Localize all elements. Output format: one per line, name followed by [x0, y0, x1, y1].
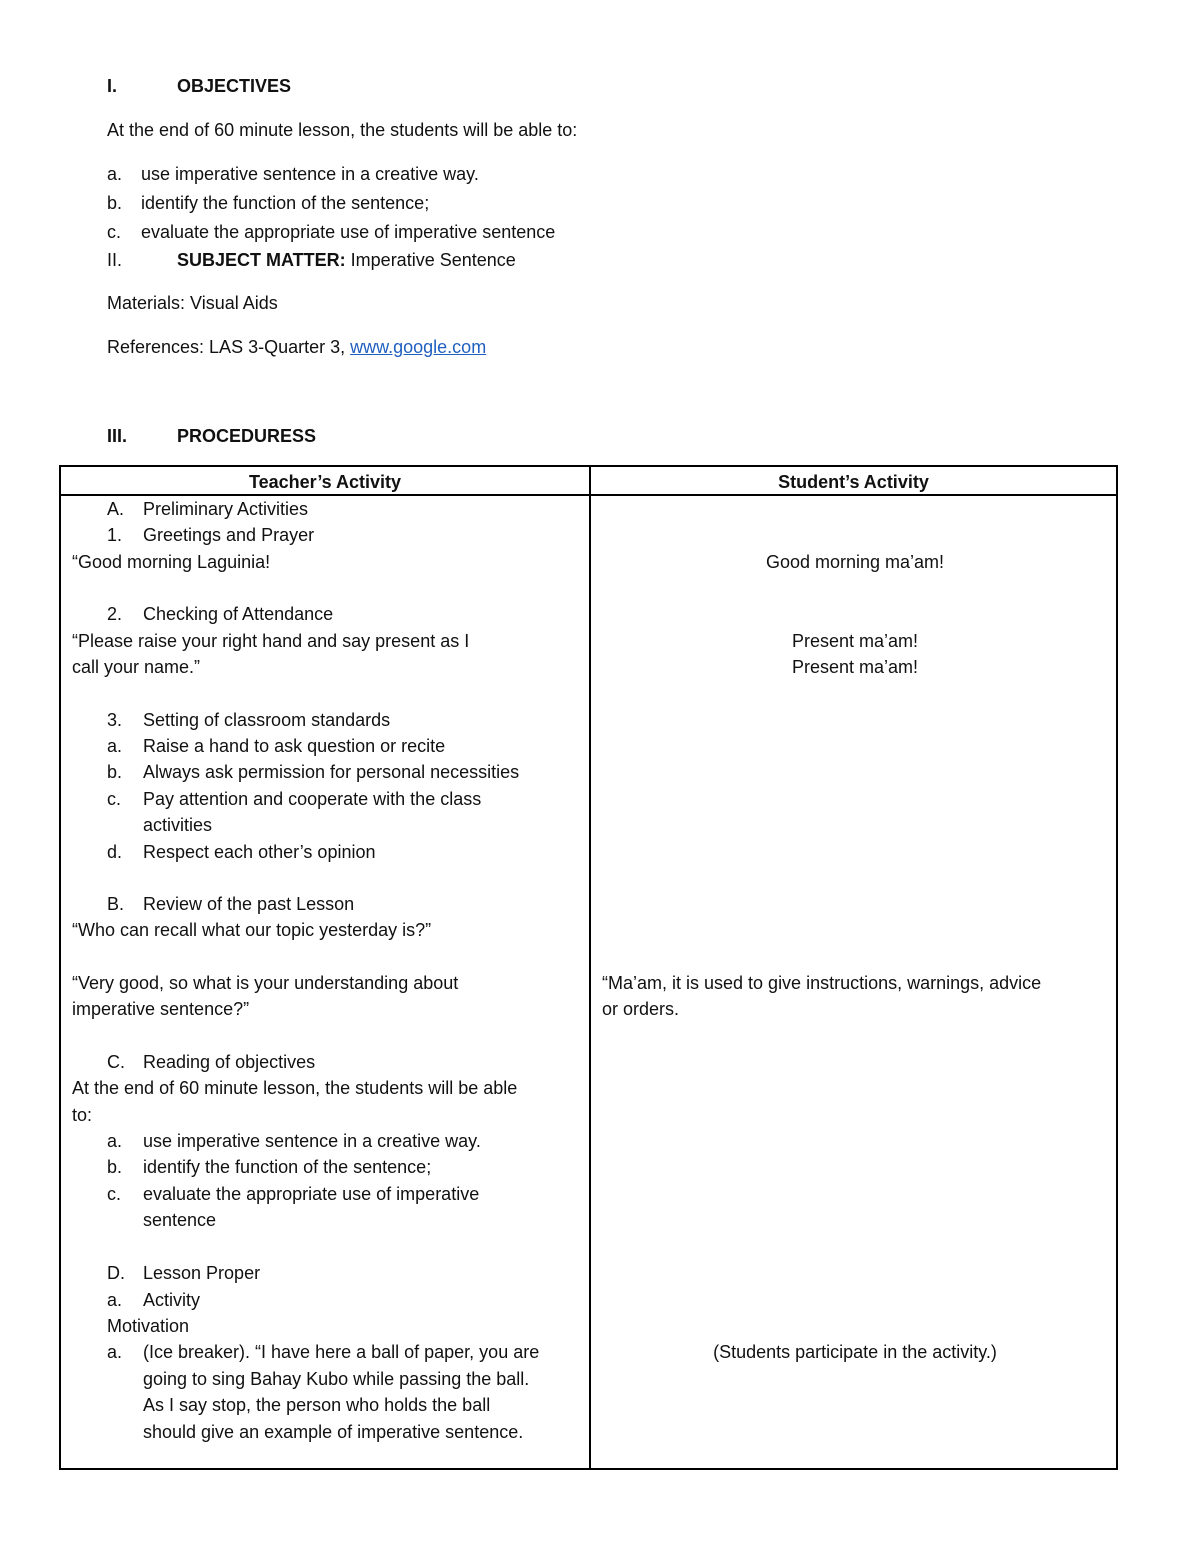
- student-participation: (Students participate in the activity.): [713, 1342, 997, 1362]
- objective-item: identify the function of the sentence;: [141, 193, 430, 213]
- subject-matter-value: Imperative Sentence: [345, 250, 516, 270]
- subheading-reading-objectives: Reading of objectives: [143, 1052, 316, 1072]
- list-marker: 2.: [107, 604, 123, 624]
- objective-item: use imperative sentence in a creative way.: [141, 164, 479, 184]
- list-marker: b.: [107, 1157, 123, 1177]
- standard-item: Always ask permission for personal necessities: [143, 762, 520, 782]
- subheading-standards: Setting of classroom standards: [143, 710, 391, 730]
- icebreaker-line: should give an example of imperative sentence.: [143, 1422, 524, 1442]
- subheading-activity: Activity: [143, 1290, 201, 1310]
- section-heading-procedures: PROCEDURESS: [177, 426, 317, 446]
- section-heading-objectives: OBJECTIVES: [177, 76, 292, 96]
- list-marker: D.: [107, 1263, 125, 1283]
- subheading-lesson-proper: Lesson Proper: [143, 1263, 261, 1283]
- objective-item-continuation: sentence: [143, 1210, 217, 1230]
- subheading-greetings: Greetings and Prayer: [143, 525, 315, 545]
- objective-marker: a.: [107, 164, 123, 184]
- subheading-motivation: Motivation: [107, 1316, 190, 1336]
- list-marker: a.: [107, 1290, 123, 1310]
- student-answer-line: “Ma’am, it is used to give instructions, warnings, advice: [602, 973, 1042, 993]
- subject-matter-line: [177, 247, 516, 273]
- list-marker: d.: [107, 842, 123, 862]
- subheading-attendance: Checking of Attendance: [143, 604, 334, 624]
- table-header-student: Student’s Activity: [778, 472, 929, 492]
- student-greeting: Good morning ma’am!: [765, 552, 945, 572]
- list-marker: c.: [107, 789, 122, 809]
- materials-line: Materials: Visual Aids: [107, 293, 278, 313]
- list-marker: 3.: [107, 710, 123, 730]
- student-present: Present ma’am!: [791, 657, 919, 677]
- teacher-attendance-line: “Please raise your right hand and say present as I: [72, 631, 470, 651]
- teacher-attendance-line: call your name.”: [72, 657, 201, 677]
- objectives-intro-line: to:: [72, 1105, 93, 1125]
- procedures-table: [59, 465, 1118, 1470]
- list-marker: C.: [107, 1052, 125, 1072]
- list-marker: a.: [107, 736, 123, 756]
- objectives-intro: At the end of 60 minute lesson, the students will be able to:: [107, 120, 578, 140]
- references-label: References: LAS 3-Quarter 3,: [107, 337, 351, 357]
- list-marker: A.: [107, 499, 125, 519]
- standard-item: Pay attention and cooperate with the class: [143, 789, 482, 809]
- standard-item: Respect each other’s opinion: [143, 842, 376, 862]
- objective-item: identify the function of the sentence;: [143, 1157, 432, 1177]
- objectives-intro-line: At the end of 60 minute lesson, the students will be able: [72, 1078, 518, 1098]
- objective-item: use imperative sentence in a creative way.: [143, 1131, 481, 1151]
- section-heading-subject: SUBJECT MATTER:: [177, 250, 346, 270]
- teacher-greeting: “Good morning Laguinia!: [72, 552, 271, 572]
- teacher-review-followup: imperative sentence?”: [72, 999, 250, 1019]
- standard-item: Raise a hand to ask question or recite: [143, 736, 446, 756]
- table-header-teacher: Teacher’s Activity: [248, 472, 402, 492]
- section-numeral-objectives: I.: [107, 76, 118, 96]
- references-link[interactable]: www.google.com: [350, 337, 487, 357]
- standard-item-continuation: activities: [143, 815, 213, 835]
- objective-item: evaluate the appropriate use of imperative sentence: [141, 222, 556, 242]
- references-line: [107, 334, 486, 360]
- student-present: Present ma’am!: [791, 631, 919, 651]
- subheading-preliminary: Preliminary Activities: [143, 499, 309, 519]
- teacher-review-followup: “Very good, so what is your understanding about: [72, 973, 459, 993]
- subheading-review: Review of the past Lesson: [143, 894, 355, 914]
- list-marker: c.: [107, 1184, 122, 1204]
- icebreaker-line: (Ice breaker). “I have here a ball of paper, you are: [143, 1342, 540, 1362]
- table-column-divider: [589, 467, 591, 1468]
- teacher-review-question: “Who can recall what our topic yesterday is?”: [72, 920, 432, 940]
- objective-marker: c.: [107, 222, 122, 242]
- icebreaker-line: going to sing Bahay Kubo while passing the ball.: [143, 1369, 530, 1389]
- list-marker: a.: [107, 1131, 123, 1151]
- objective-marker: b.: [107, 193, 123, 213]
- list-marker: B.: [107, 894, 125, 914]
- objective-item: evaluate the appropriate use of imperative: [143, 1184, 480, 1204]
- student-answer-line: or orders.: [602, 999, 680, 1019]
- section-numeral-procedures: III.: [107, 426, 128, 446]
- list-marker: 1.: [107, 525, 123, 545]
- icebreaker-line: As I say stop, the person who holds the ball: [143, 1395, 491, 1415]
- list-marker: a.: [107, 1342, 123, 1362]
- list-marker: b.: [107, 762, 123, 782]
- section-numeral-subject: II.: [107, 250, 123, 270]
